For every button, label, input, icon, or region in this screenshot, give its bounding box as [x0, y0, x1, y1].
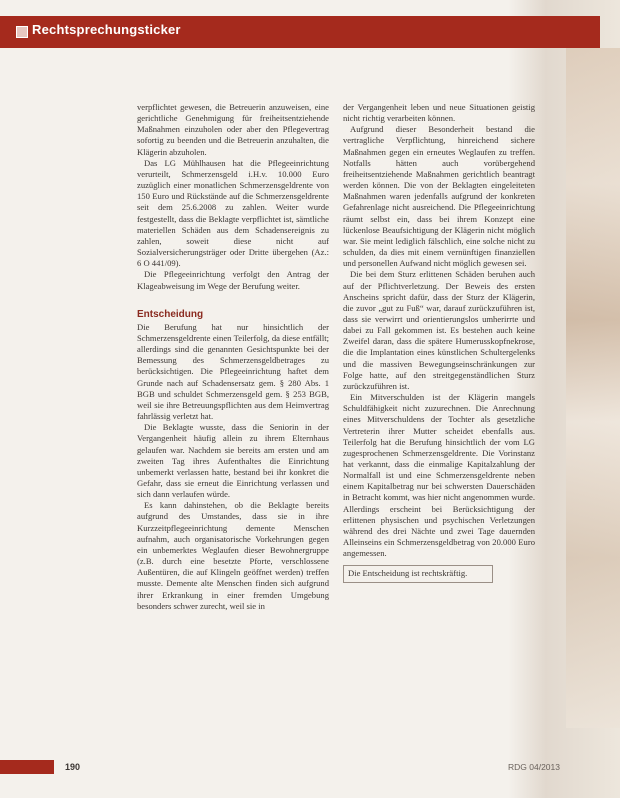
paragraph: Die Berufung hat nur hinsichtlich der Schmerzensgeldrente einen Teilerfolg, da diese entfällt; allerdings sind die genannten Gesichtspunkte bei der Bemessung des Schmerzensgeldbetrages zu berücksichtigen. Die Pflegeeinrichtung haftet dem Grunde nach auf Schadensersatz gem. § 280 Abs. 1 BGB und schuldet Schmerzensgeld gem. § 253 BGB, weil sie ihre Betreuungspflichten aus dem Heimvertrag fahrlässig verletzt hat.	[137, 321, 329, 422]
paragraph: Ein Mitverschulden ist der Klägerin mangels Schuldfähigkeit nicht zuzurechnen. Die Anrechnung eines Mitverschuldens der Tochter als gesetzliche Vertreterin ihrer Mutter scheidet ebenfalls aus. Teilerfolg hat die Berufung hinsichtlich der vom LG zugesprochenen Schmerzensgeldrente. Die Vorinstanz hat verkannt, dass die einmalige Kapitalzahlung der Normalfall ist und eine Schmerzensgeldrente neben einem Kapitalbetrag nur bei schwersten Dauerschäden in Betracht kommt, was hier nicht angenommen wurde. Allerdings erscheint bei Berücksichtigung der erlittenen physischen und psychischen Verletzungen während des drei Nächte und zwei Tage dauernden Alleinseins ein Schmerzensgeldbetrag von 20.000 Euro angemessen.	[343, 392, 535, 559]
left-column	[137, 102, 329, 612]
paragraph: Die bei dem Sturz erlittenen Schäden beruhen auch auf der Pflichtverletzung. Der Beweis des ersten Anscheins spricht dafür, dass der Sturz der Klägerin, die zuvor „gut zu Fuß“ war, darauf zurückzuführen ist, dass sie verwirrt und orientierungslos umherirrte und dabei zu Fall gekommen ist. Es bestehen auch keine Zweifel daran, dass die spätere Humerusskopfnekrose, die die Implantation eines künstlichen Schultergelenks und die massiven Bewegungseinschränkungen zur Folge hatte, auf den streitgegenständlichen Sturz zurückzuführen ist.	[343, 269, 535, 391]
right-column	[343, 102, 535, 583]
paragraph: Aufgrund dieser Besonderheit bestand die vertragliche Verpflichtung, hinreichend sichere Maßnahmen gegen ein erneutes Weglaufen zu treffen. Notfalls hätten auch vorübergehend freiheitsentziehende Maßnahmen gerichtlich beantragt werden können. Die von der Beklagten eingeleiteten Maßnahmen waren jedenfalls aufgrund der konkreten Gefahrenlage nicht ausreichend. Die Pflegeeinrichtung räumt selbst ein, dass bei ihrem Konzept eine lückenlose Beaufsichtigung der Klägerin nicht möglich war. Sie meint lediglich fälschlich, eine solche nicht zu schulden, da dies mit einem vernünftigen finanziellen und personellen Aufwand nicht möglich gewesen sei.	[343, 124, 535, 269]
page-number: 190	[65, 762, 81, 772]
paragraph: verpflichtet gewesen, die Betreuerin anzuweisen, eine gerichtliche Genehmigung für freiheitsentziehende Maßnahmen einzuholen oder aber den Pflegevertrag sofortig zu beenden und die Betreuerin anzuhalten, die Klägerin abzuholen.	[137, 102, 329, 157]
section-heading: Entscheidung	[137, 308, 204, 320]
footer-bar	[0, 760, 54, 774]
paragraph: Es kann dahinstehen, ob die Beklagte bereits aufgrund des Umstandes, dass sie in ihre Kurzzeitpflegeeinrichtung demente Menschen aufnahm, auch organisatorische Vorkehrungen gegen ein unbemerktes Weglaufen dieser Bewohnergruppe (z.B. durch eine besetzte Pforte, verschlossene Außentüren, die auf Klingeln geöffnet werden) treffen musste. Demente alte Menschen finden sich aufgrund ihrer Erkrankung in einer fremden Umgebung besonders schwer zurecht, weil sie in	[137, 500, 329, 611]
header-square-icon	[16, 26, 28, 38]
paragraph: Die Pflegeeinrichtung verfolgt den Antrag der Klageabweisung im Wege der Berufung weiter.	[137, 269, 329, 291]
issue-label: RDG 04/2013	[508, 762, 560, 772]
paragraph: der Vergangenheit leben und neue Situationen geistig nicht richtig verarbeiten können.	[343, 102, 535, 124]
sidebar-photo-strip	[566, 48, 620, 728]
section-title: Rechtsprechungsticker	[32, 22, 181, 37]
decision-note: Die Entscheidung ist rechtskräftig.	[343, 565, 493, 582]
paragraph: Die Beklagte wusste, dass die Seniorin in der Vergangenheit häufig allein zu ihrem Elternhaus gelaufen war. Nachdem sie bereits am ersten und am zweiten Tag ihres Aufenthaltes die Einrichtung unbemerkt verlassen hatte, bestand bei ihr konkret die Gefahr, dass sie erneut die Einrichtung verlassen und sich dann verlaufen würde.	[137, 422, 329, 500]
paragraph: Das LG Mühlhausen hat die Pflegeeinrichtung verurteilt, Schmerzensgeld i.H.v. 10.000 Euro zuzüglich einer monatlichen Schmerzensgeldrente von 150 Euro und Rückstände auf die Schmerzensgeldrente seit dem 25.6.2008 zu zahlen. Weiter wurde festgestellt, dass die Beklagte verpflichtet ist, sämtliche materiellen Schäden aus dem Schadensereignis zu zahlen, soweit diese nicht auf Sozialversicherungsträger oder Dritte übergehen (Az.: 6 O 441/09).	[137, 157, 329, 269]
